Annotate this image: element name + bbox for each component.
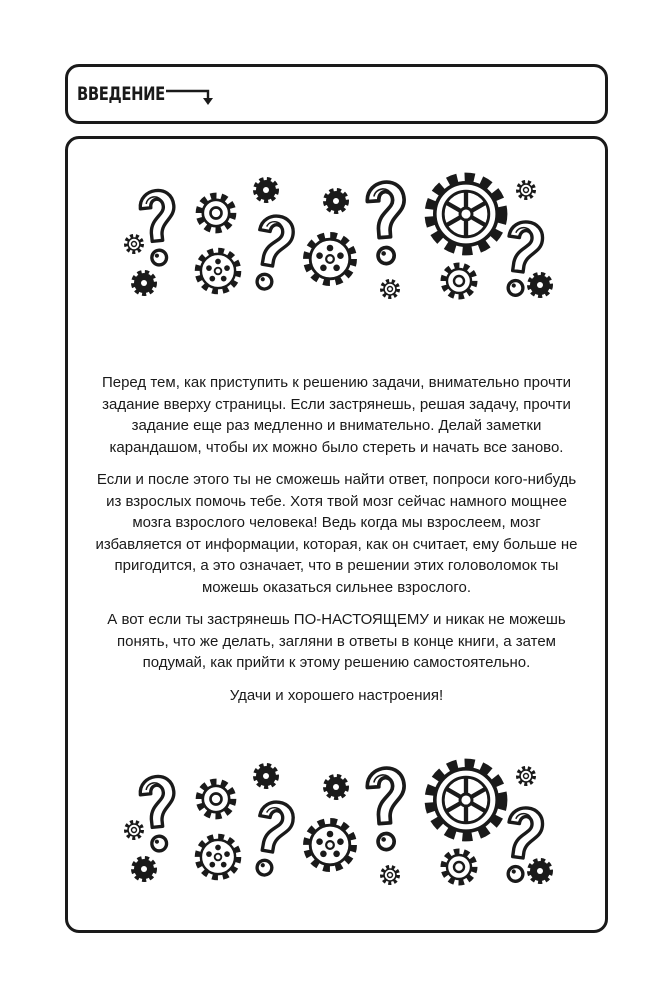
gear-icon [307, 822, 353, 868]
content-frame [65, 136, 608, 933]
gear-icon [198, 251, 238, 291]
gear-icon [518, 182, 534, 198]
question-mark-icon [139, 189, 180, 266]
gear-icon [530, 275, 550, 295]
gear-icon [430, 178, 502, 250]
gear-icon [256, 766, 276, 786]
gears-question-marks-illustration-top [68, 171, 605, 311]
question-mark-icon [139, 775, 180, 852]
section-title: ВВЕДЕНИЕ [77, 83, 165, 105]
gear-icon [200, 197, 233, 230]
paragraph-ask-adult: Если и после этого ты не сможешь найти ответ, попроси кого-нибудь из взрослых помочь тебе. Хотя твой мозг сейчас намного мощнее мозга взрослого человека! Ведь когда мы взрослеем, мозг избавляется от информации, которая, как он считает, ему больше не пригодится, а это означает, что в решении этих головоломок ты можешь оказаться сильнее взрослого. [95, 471, 578, 596]
gear-icon [198, 837, 238, 877]
gear-icon [326, 777, 346, 797]
gear-icon [126, 822, 142, 838]
down-right-arrow-icon [164, 87, 216, 107]
gear-icon [134, 273, 154, 293]
gear-icon [307, 236, 353, 282]
gear-icon [382, 867, 398, 883]
gear-icon [444, 852, 474, 882]
question-mark-icon [250, 799, 296, 878]
gear-icon [326, 191, 346, 211]
paragraph-answers: А вот если ты застрянешь ПО-НАСТОЯЩЕМУ и никак не можешь понять, что же делать, загляни в ответы в конце книги, а затем подумай, как прийти к этому решению самостоятельно. [107, 611, 566, 671]
gear-icon [134, 859, 154, 879]
gear-icon [126, 236, 142, 252]
question-mark-icon [366, 767, 408, 851]
gear-icon [444, 266, 474, 296]
gear-icon [256, 180, 276, 200]
question-mark-icon [366, 181, 408, 265]
question-mark-icon [250, 213, 296, 292]
gear-icon [518, 768, 534, 784]
gears-question-marks-illustration-bottom [68, 757, 605, 897]
paragraph-instructions: Перед тем, как приступить к решению задачи, внимательно прочти задание вверху страницы. Если застрянешь, решая задачу, прочти задание еще раз медленно и внимательно. Делай заметки карандашом, чтобы их можно было стереть и начать все заново. [101, 374, 572, 456]
paragraph-good-luck: Удачи и хорошего настроения! [229, 686, 444, 704]
gear-icon [200, 783, 233, 816]
gear-icon [382, 281, 398, 297]
gear-icon [430, 764, 502, 836]
gear-icon [530, 861, 550, 881]
intro-text [90, 372, 583, 717]
header-panel [65, 64, 608, 124]
